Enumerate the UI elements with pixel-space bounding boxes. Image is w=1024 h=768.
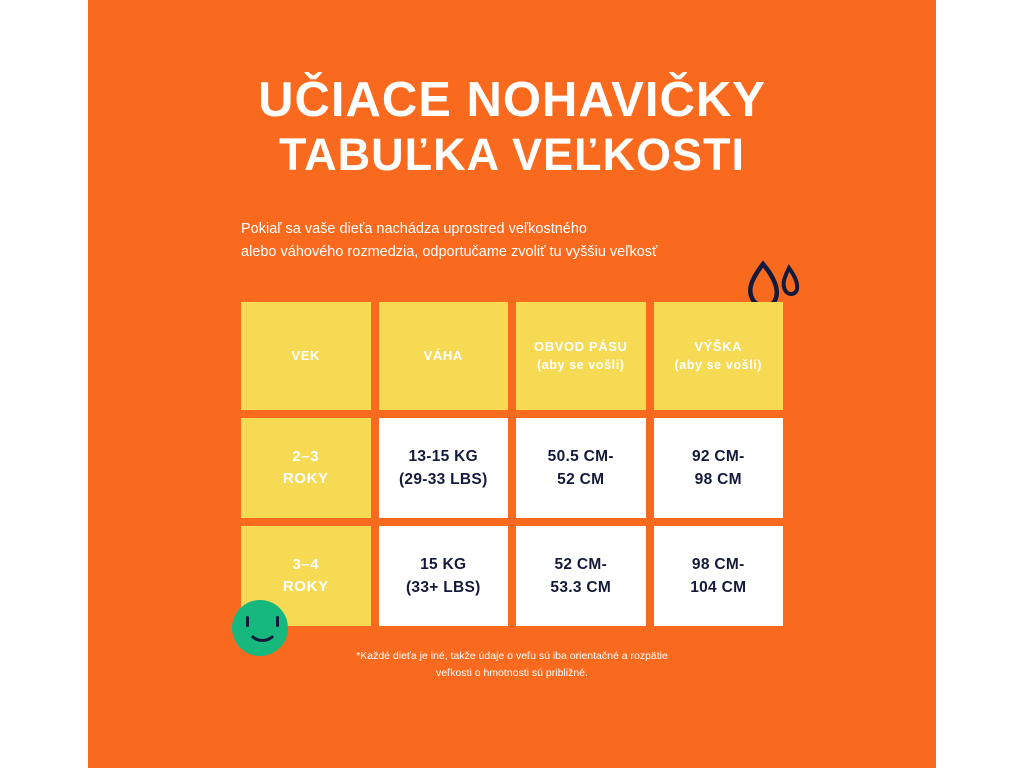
table-cell-waist-line-2: 52 CM [557,471,605,488]
page-left-margin [0,0,88,768]
table-row [241,418,783,518]
table-header-height-sub: (aby se vošli) [674,358,763,373]
table-cell-weight-line-1: 13-15 KG [408,447,479,465]
page-subtitle-heading: TABUĽKA VEĽKOSTI [279,128,745,180]
table-cell-height-line-2: 104 CM [690,579,747,596]
size-chart-poster [88,0,936,768]
table-header-weight [379,302,509,410]
footnote-line-2: veľkosti o hmotnosti sú približné. [436,666,588,679]
footnote [241,648,783,682]
table-header-age [241,302,371,410]
size-table [241,302,783,634]
table-cell-waist-line-2: 53.3 CM [550,579,612,596]
table-header-waist-label: OBVOD PÁSU [534,338,628,354]
table-row [241,526,783,626]
table-header-height-label: VÝŠKA [694,338,743,354]
table-cell-waist-line-1: 50.5 CM- [547,447,614,465]
table-cell-age-line-1: 2–3 [292,448,320,466]
intro-text [241,218,801,264]
table-cell-age-line-1: 3–4 [292,556,320,574]
table-header-row [241,302,783,410]
table-cell-age [241,418,371,518]
table-cell-waist [516,418,646,518]
table-header-age-label: VEK [291,347,321,363]
table-header-height [654,302,784,410]
intro-text-line-1: Pokiaľ sa vaše dieťa nachádza uprostred veľkostného [241,221,587,237]
table-cell-height [654,418,784,518]
table-cell-weight [379,526,509,626]
table-cell-height-line-1: 98 CM- [691,555,745,573]
table-header-waist [516,302,646,410]
intro-text-line-2: alebo váhového rozmedzia, odportučame zvoliť tu vyššiu veľkosť [241,244,658,261]
table-cell-weight-line-1: 15 KG [420,555,467,573]
table-cell-weight-line-2: (29-33 LBS) [398,471,488,488]
table-header-weight-label: VÁHA [423,347,463,363]
footnote-line-1: *Každé dieťa je iné, takže údaje o veľu sú iba orientačné a rozpätie [356,650,668,662]
table-cell-height [654,526,784,626]
poster-title-block [88,73,936,180]
table-header-waist-sub: (aby se vošli) [536,358,625,373]
table-cell-waist [516,526,646,626]
page-title: UČIACE NOHAVIČKY [258,73,766,127]
page-right-margin [936,0,1024,768]
table-cell-age-line-2: ROKY [282,578,329,595]
table-cell-age-line-2: ROKY [282,470,329,487]
table-cell-height-line-1: 92 CM- [691,447,745,465]
table-cell-height-line-2: 98 CM [694,471,742,488]
table-cell-weight [379,418,509,518]
table-cell-weight-line-2: (33+ LBS) [405,579,481,596]
smiley-mouth [246,614,279,642]
table-cell-waist-line-1: 52 CM- [554,555,608,573]
